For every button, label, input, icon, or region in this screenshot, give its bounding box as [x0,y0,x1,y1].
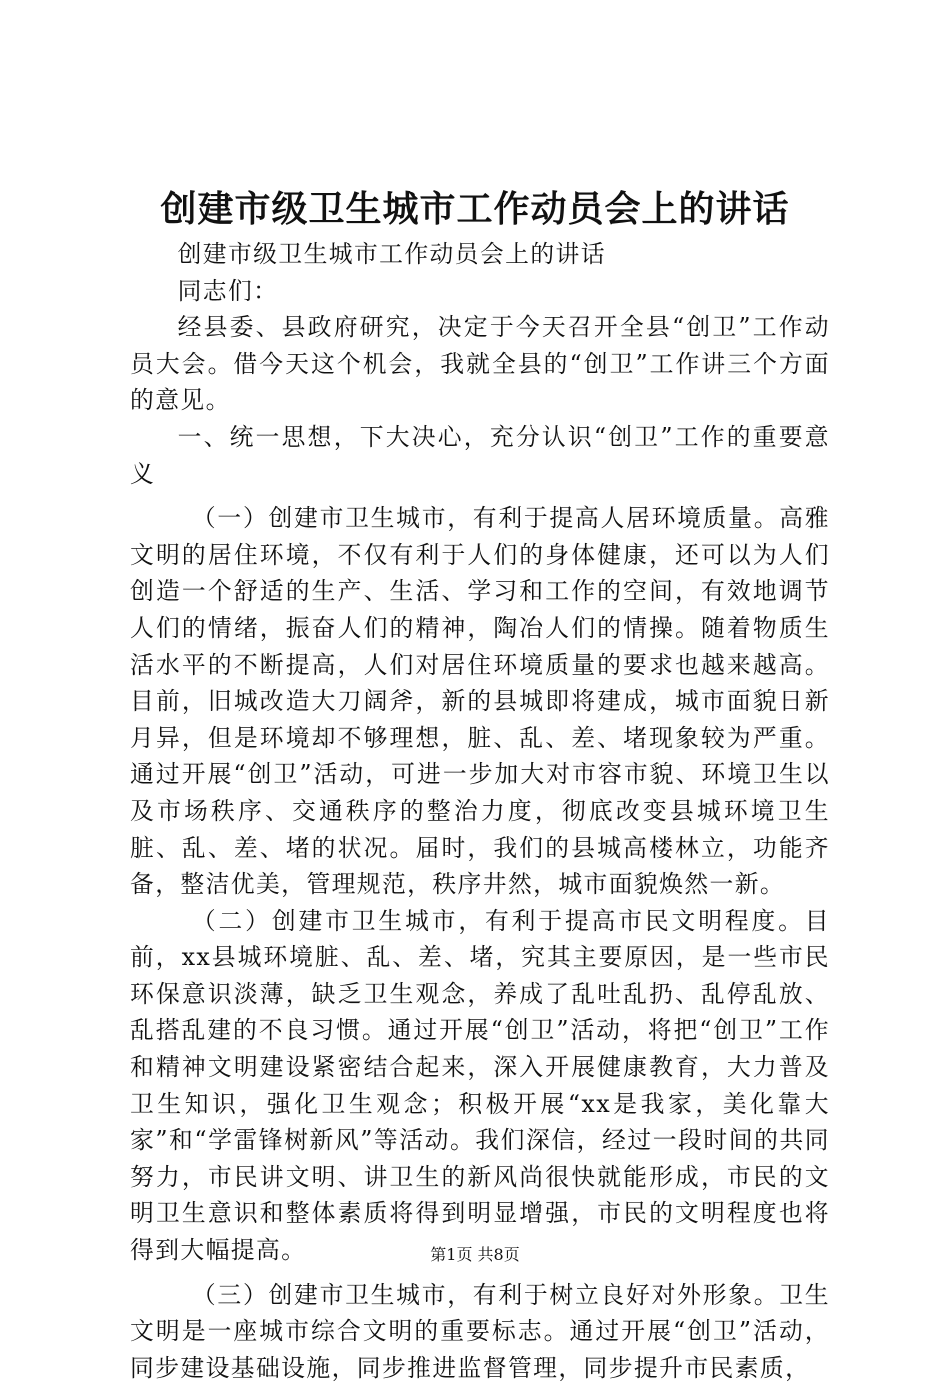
intro-paragraph: 经县委、县政府研究，决定于今天召开全县“创卫”工作动员大会。借今天这个机会，我就全县的“创卫”工作讲三个方面的意见。 [130,313,830,415]
speech-heading: 创建市级卫生城市工作动员会上的讲话 [177,240,606,268]
subsection-paragraph-2: （二）创建市卫生城市，有利于提高市民文明程度。目前，xx县城环境脏、乱、差、堵，究其主要原因，是一些市民环保意识淡薄，缺乏卫生观念，养成了乱吐乱扔、乱停乱放、乱搭乱建的不良习惯。通过开展“创卫”活动，将把“创卫”工作和精神文明建设紧密结合起来，深入开展健康教育，大力普及卫生知识，强化卫生观念；积极开展“xx是我家，美化靠大家”和“学雷锋树新风”等活动。我们深信，经过一段时间的共同努力，市民讲文明、讲卫生的新风尚很快就能形成，市民的文明卫生意识和整体素质将得到明显增强，市民的文明程度也将得到大幅提高。 [130,906,830,1265]
section-heading-1: 一、统一思想，下大决心，充分认识“创卫”工作的重要意义 [130,422,830,488]
document-body [130,236,830,1386]
document-title: 创建市级卫生城市工作动员会上的讲话 [160,188,790,230]
subsection-paragraph-1: （一）创建市卫生城市，有利于提高人居环境质量。高雅文明的居住环境，不仅有利于人们的身体健康，还可以为人们创造一个舒适的生产、生活、学习和工作的空间，有效地调节人们的情绪，振奋人们的精神，陶冶人们的情操。随着物质生活水平的不断提高，人们对居住环境质量的要求也越来越高。目前，旧城改造大刀阔斧，新的县城即将建成，城市面貌日新月异，但是环境却不够理想，脏、乱、差、堵现象较为严重。通过开展“创卫”活动，可进一步加大对市容市貌、环境卫生以及市场秩序、交通秩序的整治力度，彻底改变县城环境卫生脏、乱、差、堵的状况。届时，我们的县城高楼林立，功能齐备，整洁优美，管理规范，秩序井然，城市面貌焕然一新。 [130,504,830,899]
salutation: 同志们： [177,276,279,305]
page-footer: 第1页 共8页 [430,1245,520,1264]
subsection-paragraph-3: （三）创建市卫生城市，有利于树立良好对外形象。卫生文明是一座城市综合文明的重要标志。通过开展“创卫”活动，同步建设基础设施，同步推进监督管理，同步提升市民素质， [130,1280,830,1382]
